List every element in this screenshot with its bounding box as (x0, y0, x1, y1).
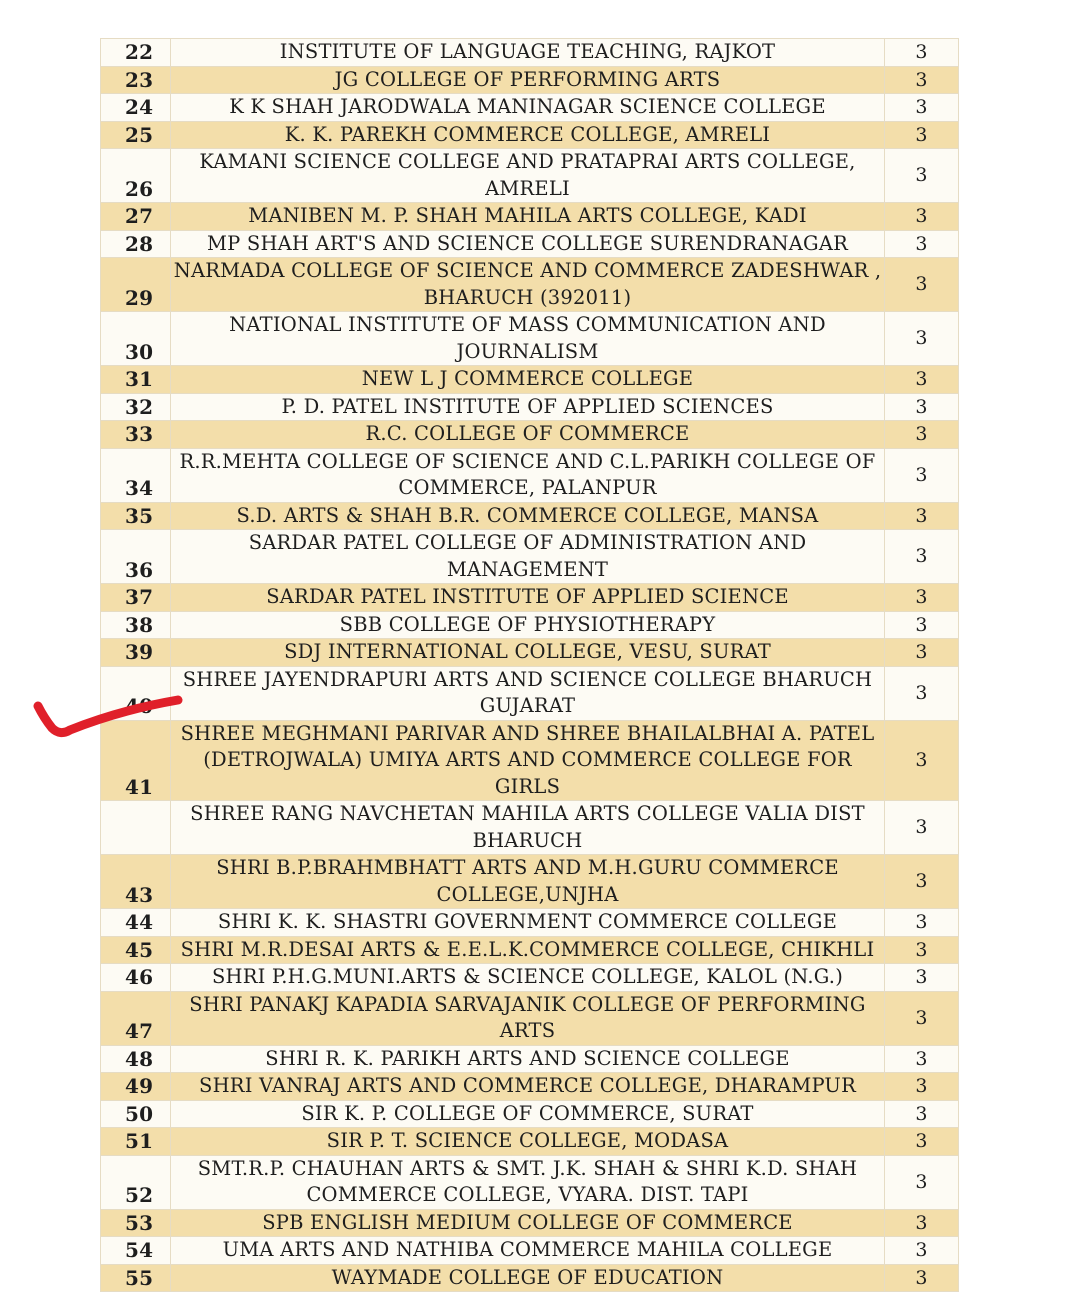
row-value: 3 (885, 964, 959, 992)
college-name: NARMADA COLLEGE OF SCIENCE AND COMMERCE ZADESHWAR , BHARUCH (392011) (171, 258, 885, 312)
college-name: SHRI K. K. SHASTRI GOVERNMENT COMMERCE COLLEGE (171, 909, 885, 937)
table-row (101, 1264, 959, 1292)
row-number: 41 (101, 720, 171, 801)
row-value: 3 (885, 1100, 959, 1128)
row-number: 29 (101, 258, 171, 312)
row-value: 3 (885, 312, 959, 366)
college-name: MP SHAH ART'S AND SCIENCE COLLEGE SURENDRANAGAR (171, 230, 885, 258)
row-value: 3 (885, 855, 959, 909)
table-row (101, 964, 959, 992)
row-number: 47 (101, 991, 171, 1045)
row-value: 3 (885, 149, 959, 203)
table-row (101, 312, 959, 366)
table-row (101, 584, 959, 612)
row-value: 3 (885, 393, 959, 421)
row-number: 25 (101, 121, 171, 149)
row-number: 49 (101, 1073, 171, 1101)
college-name: SHRI VANRAJ ARTS AND COMMERCE COLLEGE, DHARAMPUR (171, 1073, 885, 1101)
row-number: 34 (101, 448, 171, 502)
college-name: NEW L J COMMERCE COLLEGE (171, 366, 885, 394)
college-name: R.C. COLLEGE OF COMMERCE (171, 421, 885, 449)
row-value: 3 (885, 1155, 959, 1209)
row-value: 3 (885, 203, 959, 231)
table-row (101, 611, 959, 639)
row-number: 23 (101, 66, 171, 94)
college-name: SBB COLLEGE OF PHYSIOTHERAPY (171, 611, 885, 639)
college-name: JG COLLEGE OF PERFORMING ARTS (171, 66, 885, 94)
college-name: SIR K. P. COLLEGE OF COMMERCE, SURAT (171, 1100, 885, 1128)
row-number: 28 (101, 230, 171, 258)
row-value: 3 (885, 801, 959, 855)
table-row (101, 855, 959, 909)
row-value: 3 (885, 448, 959, 502)
row-value: 3 (885, 666, 959, 720)
table-row (101, 1128, 959, 1156)
row-number: 43 (101, 855, 171, 909)
table-row (101, 936, 959, 964)
row-value: 3 (885, 66, 959, 94)
college-name: UMA ARTS AND NATHIBA COMMERCE MAHILA COLLEGE (171, 1237, 885, 1265)
row-number: 22 (101, 39, 171, 67)
table-row (101, 39, 959, 67)
table-row (101, 801, 959, 855)
row-value: 3 (885, 639, 959, 667)
row-value: 3 (885, 121, 959, 149)
row-value: 3 (885, 584, 959, 612)
row-number: 46 (101, 964, 171, 992)
college-name: SHRI B.P.BRAHMBHATT ARTS AND M.H.GURU COMMERCE COLLEGE,UNJHA (171, 855, 885, 909)
college-name: K K SHAH JARODWALA MANINAGAR SCIENCE COLLEGE (171, 94, 885, 122)
table-row (101, 991, 959, 1045)
college-name: NATIONAL INSTITUTE OF MASS COMMUNICATION AND JOURNALISM (171, 312, 885, 366)
college-name: SHREE RANG NAVCHETAN MAHILA ARTS COLLEGE VALIA DIST BHARUCH (171, 801, 885, 855)
row-number: 54 (101, 1237, 171, 1265)
table-row (101, 1100, 959, 1128)
table-row (101, 666, 959, 720)
college-name: S.D. ARTS & SHAH B.R. COMMERCE COLLEGE, MANSA (171, 502, 885, 530)
table-row (101, 230, 959, 258)
checkmark-stroke (38, 700, 178, 733)
row-number: 37 (101, 584, 171, 612)
row-number (101, 801, 171, 855)
table-row (101, 66, 959, 94)
row-number: 24 (101, 94, 171, 122)
college-name: SARDAR PATEL INSTITUTE OF APPLIED SCIENCE (171, 584, 885, 612)
row-number: 39 (101, 639, 171, 667)
table-row (101, 502, 959, 530)
row-number: 33 (101, 421, 171, 449)
table-row (101, 149, 959, 203)
table-row (101, 1045, 959, 1073)
row-value: 3 (885, 611, 959, 639)
table-row (101, 421, 959, 449)
row-number: 51 (101, 1128, 171, 1156)
table-row (101, 1155, 959, 1209)
row-number: 36 (101, 530, 171, 584)
row-number: 30 (101, 312, 171, 366)
row-number: 35 (101, 502, 171, 530)
college-name: INSTITUTE OF LANGUAGE TEACHING, RAJKOT (171, 39, 885, 67)
row-value: 3 (885, 1264, 959, 1292)
row-value: 3 (885, 94, 959, 122)
row-number: 40 (101, 666, 171, 720)
row-value: 3 (885, 1128, 959, 1156)
college-list-sheet (100, 38, 958, 1292)
row-value: 3 (885, 1237, 959, 1265)
table-row (101, 639, 959, 667)
table-row (101, 121, 959, 149)
college-name: R.R.MEHTA COLLEGE OF SCIENCE AND C.L.PARIKH COLLEGE OF COMMERCE, PALANPUR (171, 448, 885, 502)
college-name: SHREE JAYENDRAPURI ARTS AND SCIENCE COLLEGE BHARUCH GUJARAT (171, 666, 885, 720)
college-name: MANIBEN M. P. SHAH MAHILA ARTS COLLEGE, KADI (171, 203, 885, 231)
row-number: 48 (101, 1045, 171, 1073)
row-value: 3 (885, 936, 959, 964)
table-row (101, 1237, 959, 1265)
college-name: SHRI R. K. PARIKH ARTS AND SCIENCE COLLEGE (171, 1045, 885, 1073)
table-row (101, 530, 959, 584)
row-value: 3 (885, 421, 959, 449)
college-name: P. D. PATEL INSTITUTE OF APPLIED SCIENCES (171, 393, 885, 421)
table-row (101, 1209, 959, 1237)
row-number: 53 (101, 1209, 171, 1237)
row-value: 3 (885, 909, 959, 937)
row-value: 3 (885, 502, 959, 530)
row-number: 26 (101, 149, 171, 203)
table-row (101, 720, 959, 801)
college-name: SHRI PANAKJ KAPADIA SARVAJANIK COLLEGE OF PERFORMING ARTS (171, 991, 885, 1045)
college-name: SARDAR PATEL COLLEGE OF ADMINISTRATION AND MANAGEMENT (171, 530, 885, 584)
row-number: 52 (101, 1155, 171, 1209)
row-value: 3 (885, 39, 959, 67)
college-name: SMT.R.P. CHAUHAN ARTS & SMT. J.K. SHAH & SHRI K.D. SHAH COMMERCE COLLEGE, VYARA. DIST. TAPI (171, 1155, 885, 1209)
college-name: SDJ INTERNATIONAL COLLEGE, VESU, SURAT (171, 639, 885, 667)
college-name: KAMANI SCIENCE COLLEGE AND PRATAPRAI ARTS COLLEGE, AMRELI (171, 149, 885, 203)
table-row (101, 393, 959, 421)
row-value: 3 (885, 1073, 959, 1101)
table-row (101, 1073, 959, 1101)
row-number: 55 (101, 1264, 171, 1292)
college-name: SHRI M.R.DESAI ARTS & E.E.L.K.COMMERCE COLLEGE, CHIKHLI (171, 936, 885, 964)
college-name: K. K. PAREKH COMMERCE COLLEGE, AMRELI (171, 121, 885, 149)
row-value: 3 (885, 530, 959, 584)
table-row (101, 258, 959, 312)
row-number: 31 (101, 366, 171, 394)
row-value: 3 (885, 366, 959, 394)
college-name: SHRI P.H.G.MUNI.ARTS & SCIENCE COLLEGE, KALOL (N.G.) (171, 964, 885, 992)
row-value: 3 (885, 720, 959, 801)
row-value: 3 (885, 991, 959, 1045)
college-name: SPB ENGLISH MEDIUM COLLEGE OF COMMERCE (171, 1209, 885, 1237)
row-value: 3 (885, 230, 959, 258)
college-table (100, 38, 959, 1292)
row-value: 3 (885, 1209, 959, 1237)
table-row (101, 94, 959, 122)
college-name: SHREE MEGHMANI PARIVAR AND SHREE BHAILALBHAI A. PATEL (DETROJWALA) UMIYA ARTS AND COMMERCE COLLEGE FOR GIRLS (171, 720, 885, 801)
red-checkmark-annotation (30, 690, 190, 760)
row-number: 27 (101, 203, 171, 231)
row-value: 3 (885, 258, 959, 312)
row-number: 50 (101, 1100, 171, 1128)
table-row (101, 203, 959, 231)
row-number: 38 (101, 611, 171, 639)
row-number: 44 (101, 909, 171, 937)
row-value: 3 (885, 1045, 959, 1073)
table-row (101, 448, 959, 502)
row-number: 45 (101, 936, 171, 964)
college-name: SIR P. T. SCIENCE COLLEGE, MODASA (171, 1128, 885, 1156)
college-name: WAYMADE COLLEGE OF EDUCATION (171, 1264, 885, 1292)
table-row (101, 909, 959, 937)
table-row (101, 366, 959, 394)
row-number: 32 (101, 393, 171, 421)
